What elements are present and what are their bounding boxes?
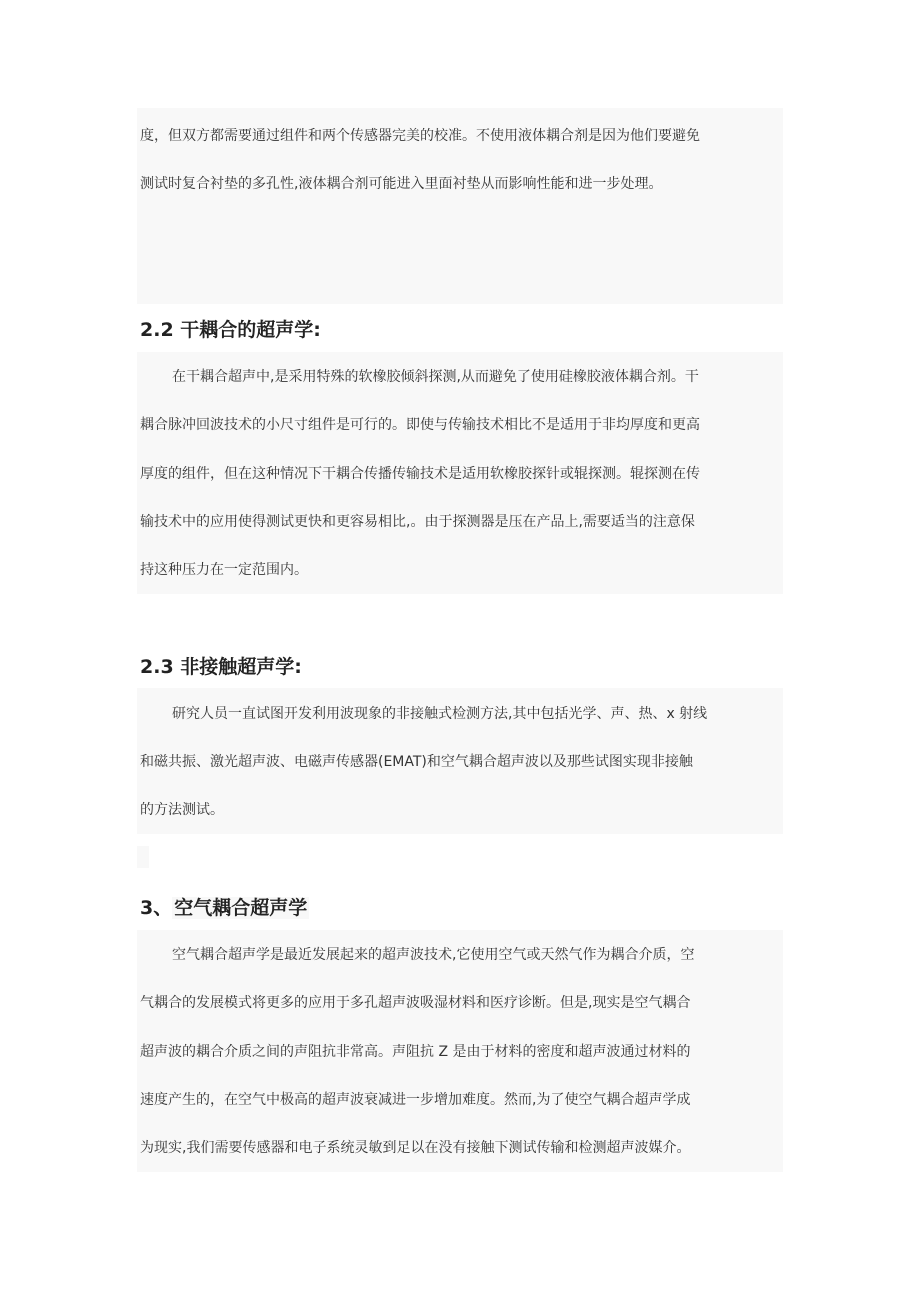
section-3-heading-text: 空气耦合超声学 [174, 897, 308, 919]
section-3-heading [140, 896, 309, 920]
section-2-2-line-5: 持这种压力在一定范围内。 [140, 562, 308, 578]
section-2-2-line-4: 输技术中的应用使得测试更快和更容易相比,。由于探测器是压在产品上,需要适当的注意保 [140, 514, 695, 530]
section-2-3-line-2: 和磁共振、激光超声波、电磁声传感器(EMAT)和空气耦合超声波以及那些试图实现非接触 [140, 754, 693, 770]
section-2-2-line-1: 在干耦合超声中,是采用特殊的软橡胶倾斜探测,从而避免了使用硅橡胶液体耦合剂。干 [172, 369, 699, 385]
section-2-2-heading: 2.2 干耦合的超声学: [140, 319, 321, 341]
section-2-2-line-3: 厚度的组件，但在这种情况下干耦合传播传输技术是适用软橡胶探针或辊探测。辊探测在传 [140, 466, 700, 482]
section-3-line-3: 超声波的耦合介质之间的声阻抗非常高。声阻抗 Z 是由于材料的密度和超声波通过材料的 [140, 1044, 691, 1060]
section-3-line-2: 气耦合的发展模式将更多的应用于多孔超声波吸湿材料和医疗诊断。但是,现实是空气耦合 [140, 995, 691, 1011]
section-2-3-line-1: 研究人员一直试图开发利用波现象的非接触式检测方法,其中包括光学、声、热、x 射线 [172, 706, 708, 722]
section-3-heading-number: 3、 [140, 897, 173, 919]
section-3-line-4: 速度产生的，在空气中极高的超声波衰减进一步增加难度。然而,为了使空气耦合超声学成 [140, 1092, 691, 1108]
section-2-2-line-2: 耦合脉冲回波技术的小尺寸组件是可行的。即使与传输技术相比不是适用于非均厚度和更高 [140, 417, 700, 433]
section-3-line-5: 为现实,我们需要传感器和电子系统灵敏到足以在没有接触下测试传输和检测超声波媒介。 [140, 1140, 691, 1156]
section-2-3-heading: 2.3 非接触超声学: [140, 656, 302, 678]
intro-line-1: 度，但双方都需要通过组件和两个传感器完美的校准。不使用液体耦合剂是因为他们要避免 [140, 128, 700, 144]
spacer-block [137, 846, 149, 868]
section-2-3-line-3: 的方法测试。 [140, 802, 224, 818]
intro-line-2: 测试时复合衬垫的多孔性,液体耦合剂可能进入里面衬垫从而影响性能和进一步处理。 [140, 176, 663, 192]
section-3-line-1: 空气耦合超声学是最近发展起来的超声波技术,它使用空气或天然气作为耦合介质，空 [172, 947, 695, 963]
